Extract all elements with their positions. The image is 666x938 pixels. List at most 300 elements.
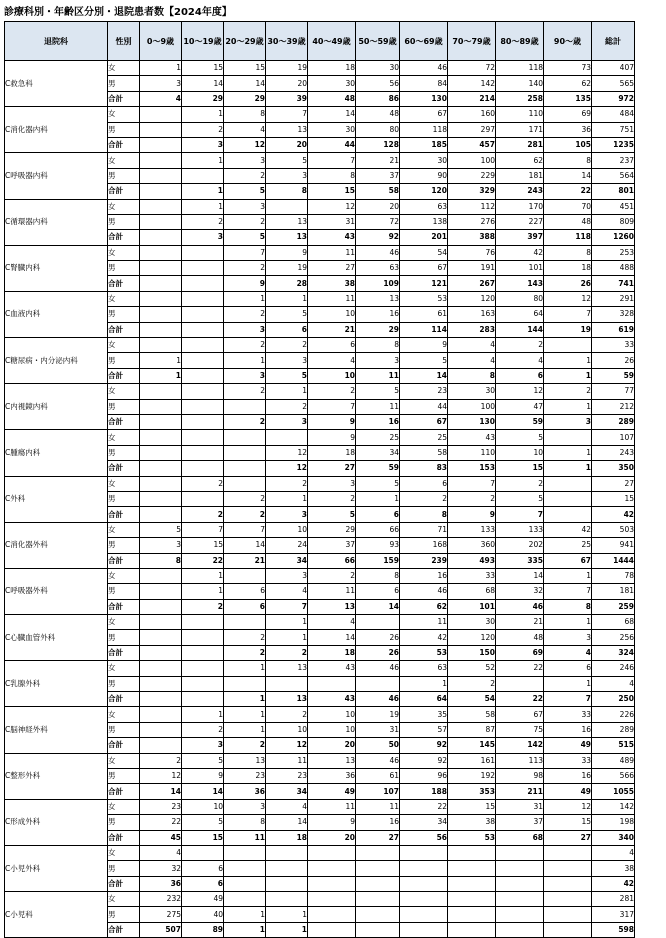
count-cell: 1 — [182, 568, 224, 583]
count-cell: 8 — [356, 568, 400, 583]
count-cell: 49 — [182, 892, 224, 907]
count-cell: 2 — [182, 122, 224, 137]
sex-cell: 男 — [108, 214, 140, 229]
sex-cell: 合計 — [108, 599, 140, 614]
total-cell: 565 — [592, 76, 635, 91]
count-cell: 49 — [544, 738, 592, 753]
total-cell: 317 — [592, 907, 635, 922]
count-cell: 7 — [544, 584, 592, 599]
count-cell — [356, 676, 400, 691]
count-cell: 27 — [544, 830, 592, 845]
count-cell — [544, 922, 592, 937]
count-cell: 22 — [496, 661, 544, 676]
count-cell — [140, 291, 182, 306]
count-cell: 20 — [356, 199, 400, 214]
sex-cell: 男 — [108, 399, 140, 414]
count-cell — [182, 399, 224, 414]
count-cell: 118 — [544, 230, 592, 245]
count-cell: 29 — [182, 91, 224, 106]
total-cell: 259 — [592, 599, 635, 614]
count-cell — [140, 738, 182, 753]
count-cell: 21 — [356, 153, 400, 168]
count-cell: 2 — [140, 753, 182, 768]
count-cell: 8 — [308, 168, 356, 183]
count-cell: 2 — [266, 707, 308, 722]
count-cell — [182, 430, 224, 445]
count-cell: 7 — [266, 107, 308, 122]
count-cell: 1 — [266, 630, 308, 645]
count-cell: 329 — [448, 184, 496, 199]
count-cell — [224, 461, 266, 476]
total-cell: 488 — [592, 261, 635, 276]
count-cell: 4 — [496, 353, 544, 368]
count-cell: 2 — [308, 491, 356, 506]
count-cell — [356, 615, 400, 630]
count-cell: 11 — [308, 245, 356, 260]
sex-cell: 合計 — [108, 184, 140, 199]
count-cell: 1 — [182, 153, 224, 168]
count-cell — [140, 430, 182, 445]
table-row — [5, 799, 635, 814]
count-cell: 42 — [496, 245, 544, 260]
count-cell — [496, 845, 544, 860]
count-cell: 30 — [308, 122, 356, 137]
count-cell — [356, 845, 400, 860]
count-cell — [182, 676, 224, 691]
count-cell: 8 — [400, 507, 448, 522]
total-cell: 340 — [592, 830, 635, 845]
count-cell: 7 — [308, 399, 356, 414]
count-cell: 6 — [400, 476, 448, 491]
count-cell: 8 — [448, 368, 496, 383]
count-cell: 3 — [266, 568, 308, 583]
count-cell: 6 — [308, 338, 356, 353]
count-cell: 6 — [266, 322, 308, 337]
count-cell: 12 — [224, 137, 266, 152]
sex-cell: 合計 — [108, 322, 140, 337]
count-cell: 22 — [544, 184, 592, 199]
count-cell: 28 — [266, 276, 308, 291]
count-cell: 25 — [400, 430, 448, 445]
count-cell — [544, 876, 592, 891]
count-cell — [400, 907, 448, 922]
total-cell: 250 — [592, 692, 635, 707]
count-cell: 14 — [140, 784, 182, 799]
count-cell: 138 — [400, 214, 448, 229]
total-cell: 38 — [592, 861, 635, 876]
total-cell: 741 — [592, 276, 635, 291]
count-cell: 61 — [400, 307, 448, 322]
sex-cell: 女 — [108, 753, 140, 768]
count-cell: 8 — [544, 153, 592, 168]
count-cell: 3 — [224, 322, 266, 337]
count-cell: 11 — [400, 615, 448, 630]
count-cell — [182, 445, 224, 460]
count-cell: 14 — [182, 76, 224, 91]
total-cell: 42 — [592, 507, 635, 522]
count-cell: 5 — [400, 353, 448, 368]
count-cell: 10 — [308, 307, 356, 322]
count-cell: 12 — [266, 738, 308, 753]
count-cell — [182, 692, 224, 707]
count-cell: 181 — [496, 168, 544, 183]
count-cell: 4 — [140, 91, 182, 106]
sex-cell: 男 — [108, 76, 140, 91]
count-cell: 67 — [400, 261, 448, 276]
count-cell: 1 — [544, 615, 592, 630]
count-cell — [496, 892, 544, 907]
count-cell: 46 — [400, 584, 448, 599]
total-cell: 564 — [592, 168, 635, 183]
count-cell: 5 — [182, 815, 224, 830]
sex-cell: 女 — [108, 107, 140, 122]
count-cell: 2 — [224, 630, 266, 645]
count-cell: 16 — [400, 568, 448, 583]
total-cell: 42 — [592, 876, 635, 891]
count-cell: 92 — [400, 753, 448, 768]
count-cell — [140, 692, 182, 707]
count-cell: 3 — [308, 476, 356, 491]
count-cell: 130 — [400, 91, 448, 106]
sex-cell: 男 — [108, 630, 140, 645]
count-cell — [400, 922, 448, 937]
sex-cell: 男 — [108, 538, 140, 553]
count-cell — [266, 876, 308, 891]
count-cell: 66 — [308, 553, 356, 568]
count-cell: 133 — [496, 522, 544, 537]
count-cell: 32 — [140, 861, 182, 876]
count-cell: 130 — [448, 414, 496, 429]
count-cell: 30 — [400, 153, 448, 168]
sex-cell: 女 — [108, 153, 140, 168]
count-cell: 1 — [224, 922, 266, 937]
count-cell: 44 — [308, 137, 356, 152]
count-cell: 5 — [496, 491, 544, 506]
table-row — [5, 615, 635, 630]
count-cell: 44 — [400, 399, 448, 414]
count-cell: 107 — [356, 784, 400, 799]
count-cell: 16 — [356, 307, 400, 322]
table-row — [5, 476, 635, 491]
count-cell: 53 — [448, 830, 496, 845]
total-cell: 142 — [592, 799, 635, 814]
sex-cell: 女 — [108, 291, 140, 306]
count-cell: 8 — [544, 599, 592, 614]
total-cell: 26 — [592, 353, 635, 368]
count-cell: 1 — [140, 61, 182, 76]
count-cell: 2 — [182, 507, 224, 522]
count-cell: 11 — [266, 753, 308, 768]
count-cell — [140, 307, 182, 322]
count-cell: 8 — [356, 338, 400, 353]
count-cell — [448, 907, 496, 922]
count-cell — [182, 615, 224, 630]
count-cell — [140, 399, 182, 414]
count-cell: 21 — [308, 322, 356, 337]
count-cell: 507 — [140, 922, 182, 937]
count-cell: 397 — [496, 230, 544, 245]
count-cell: 43 — [308, 230, 356, 245]
count-cell: 135 — [544, 91, 592, 106]
count-cell: 335 — [496, 553, 544, 568]
patient-stats-table — [4, 21, 635, 938]
count-cell: 5 — [266, 153, 308, 168]
sex-cell: 合計 — [108, 461, 140, 476]
count-cell: 32 — [496, 584, 544, 599]
total-cell: 281 — [592, 892, 635, 907]
total-cell: 253 — [592, 245, 635, 260]
count-cell: 2 — [224, 491, 266, 506]
count-cell: 3 — [544, 630, 592, 645]
count-cell: 388 — [448, 230, 496, 245]
count-cell: 13 — [224, 753, 266, 768]
count-cell: 23 — [400, 384, 448, 399]
dept-name-cell: C腫瘍内科 — [5, 430, 108, 476]
count-cell — [140, 276, 182, 291]
count-cell: 227 — [496, 214, 544, 229]
count-cell: 2 — [182, 722, 224, 737]
count-cell: 118 — [400, 122, 448, 137]
count-cell: 56 — [400, 830, 448, 845]
count-cell: 4 — [544, 645, 592, 660]
count-cell — [140, 676, 182, 691]
count-cell — [496, 676, 544, 691]
count-cell: 31 — [356, 722, 400, 737]
count-cell — [308, 892, 356, 907]
total-cell: 1235 — [592, 137, 635, 152]
count-cell — [182, 338, 224, 353]
count-cell: 11 — [356, 399, 400, 414]
count-cell — [140, 184, 182, 199]
count-cell — [140, 414, 182, 429]
count-cell: 33 — [544, 707, 592, 722]
count-cell: 59 — [496, 414, 544, 429]
count-cell: 192 — [448, 768, 496, 783]
count-cell: 170 — [496, 199, 544, 214]
count-cell: 5 — [266, 307, 308, 322]
count-cell: 113 — [496, 753, 544, 768]
count-cell — [182, 368, 224, 383]
count-cell: 38 — [308, 276, 356, 291]
count-cell: 13 — [266, 661, 308, 676]
count-cell: 10 — [266, 522, 308, 537]
count-cell: 1 — [266, 291, 308, 306]
dept-name-cell: C形成外科 — [5, 799, 108, 845]
count-cell: 276 — [448, 214, 496, 229]
count-cell: 42 — [544, 522, 592, 537]
sex-cell: 合計 — [108, 507, 140, 522]
count-cell: 57 — [400, 722, 448, 737]
count-cell: 90 — [400, 168, 448, 183]
sex-cell: 女 — [108, 707, 140, 722]
count-cell: 3 — [182, 137, 224, 152]
count-cell: 12 — [544, 799, 592, 814]
count-cell: 14 — [224, 538, 266, 553]
count-cell: 2 — [182, 599, 224, 614]
count-cell: 128 — [356, 137, 400, 152]
total-cell: 801 — [592, 184, 635, 199]
count-cell: 8 — [224, 107, 266, 122]
count-cell: 63 — [356, 261, 400, 276]
total-cell: 350 — [592, 461, 635, 476]
count-cell: 101 — [448, 599, 496, 614]
count-cell — [308, 876, 356, 891]
count-cell: 62 — [544, 76, 592, 91]
count-cell: 38 — [448, 815, 496, 830]
count-cell: 5 — [224, 184, 266, 199]
dept-name-cell: C消化器外科 — [5, 522, 108, 568]
count-cell: 34 — [356, 445, 400, 460]
count-cell: 76 — [448, 245, 496, 260]
total-cell: 212 — [592, 399, 635, 414]
count-cell: 14 — [224, 76, 266, 91]
dept-name-cell: C脳神経外科 — [5, 707, 108, 753]
count-cell — [182, 845, 224, 860]
count-cell — [182, 276, 224, 291]
total-cell: 751 — [592, 122, 635, 137]
total-cell: 226 — [592, 707, 635, 722]
count-cell: 56 — [356, 76, 400, 91]
count-cell: 54 — [400, 245, 448, 260]
count-cell: 1 — [544, 461, 592, 476]
dept-name-cell: C循環器内科 — [5, 199, 108, 245]
count-cell: 27 — [308, 261, 356, 276]
count-cell — [356, 861, 400, 876]
count-cell — [140, 261, 182, 276]
count-cell: 19 — [544, 322, 592, 337]
count-cell — [140, 707, 182, 722]
count-cell: 13 — [356, 291, 400, 306]
count-cell: 18 — [308, 61, 356, 76]
count-cell: 46 — [356, 753, 400, 768]
count-cell: 15 — [448, 799, 496, 814]
total-cell: 515 — [592, 738, 635, 753]
count-cell: 101 — [496, 261, 544, 276]
count-cell: 14 — [182, 784, 224, 799]
table-row — [5, 430, 635, 445]
count-cell: 35 — [400, 707, 448, 722]
count-cell: 72 — [356, 214, 400, 229]
count-cell: 31 — [496, 799, 544, 814]
count-cell — [308, 845, 356, 860]
sex-cell: 合計 — [108, 784, 140, 799]
total-cell: 1260 — [592, 230, 635, 245]
count-cell — [544, 338, 592, 353]
count-cell: 1 — [266, 615, 308, 630]
count-cell: 6 — [356, 507, 400, 522]
count-cell: 12 — [308, 199, 356, 214]
count-cell: 92 — [356, 230, 400, 245]
sex-cell: 女 — [108, 568, 140, 583]
count-cell: 1 — [140, 353, 182, 368]
count-cell — [356, 876, 400, 891]
count-cell: 1 — [544, 399, 592, 414]
count-cell — [224, 430, 266, 445]
count-cell — [356, 907, 400, 922]
count-cell — [182, 291, 224, 306]
count-cell: 67 — [400, 107, 448, 122]
count-cell: 13 — [266, 692, 308, 707]
count-cell: 360 — [448, 538, 496, 553]
count-cell: 48 — [308, 91, 356, 106]
dept-name-cell: C救急科 — [5, 61, 108, 107]
count-cell — [224, 476, 266, 491]
count-cell — [140, 661, 182, 676]
count-cell: 84 — [400, 76, 448, 91]
count-cell: 6 — [224, 584, 266, 599]
total-cell: 243 — [592, 445, 635, 460]
sex-cell: 合計 — [108, 91, 140, 106]
count-cell: 16 — [356, 815, 400, 830]
count-cell: 59 — [356, 461, 400, 476]
count-cell: 16 — [544, 768, 592, 783]
count-cell: 171 — [496, 122, 544, 137]
count-cell: 24 — [266, 538, 308, 553]
count-cell: 150 — [448, 645, 496, 660]
count-cell — [400, 861, 448, 876]
count-cell — [140, 137, 182, 152]
count-cell: 2 — [544, 384, 592, 399]
count-cell: 211 — [496, 784, 544, 799]
count-cell: 10 — [308, 707, 356, 722]
total-cell: 972 — [592, 91, 635, 106]
dept-name-cell: C内視鏡内科 — [5, 384, 108, 430]
count-cell: 2 — [182, 214, 224, 229]
dept-name-cell: C血液内科 — [5, 291, 108, 337]
dept-name-cell: C小児外科 — [5, 845, 108, 891]
count-cell — [140, 199, 182, 214]
count-cell: 34 — [400, 815, 448, 830]
total-cell: 289 — [592, 722, 635, 737]
count-cell — [544, 507, 592, 522]
count-cell: 19 — [266, 261, 308, 276]
count-cell — [544, 491, 592, 506]
count-cell: 1 — [266, 922, 308, 937]
count-cell: 201 — [400, 230, 448, 245]
count-cell: 5 — [182, 753, 224, 768]
count-cell: 1 — [224, 707, 266, 722]
count-cell — [448, 922, 496, 937]
count-cell: 2 — [266, 645, 308, 660]
count-cell: 9 — [182, 768, 224, 783]
count-cell: 9 — [308, 430, 356, 445]
count-cell: 1 — [544, 353, 592, 368]
count-cell: 1 — [266, 491, 308, 506]
count-cell: 54 — [448, 692, 496, 707]
dept-name-cell: C整形外科 — [5, 753, 108, 799]
count-cell: 31 — [308, 214, 356, 229]
count-cell: 7 — [544, 307, 592, 322]
dept-name-cell: C消化器内科 — [5, 107, 108, 153]
count-cell — [356, 922, 400, 937]
count-cell: 3 — [224, 368, 266, 383]
count-cell — [182, 384, 224, 399]
count-cell: 133 — [448, 522, 496, 537]
count-cell: 2 — [224, 738, 266, 753]
count-cell: 58 — [448, 707, 496, 722]
count-cell: 10 — [182, 799, 224, 814]
count-cell — [356, 892, 400, 907]
total-cell: 598 — [592, 922, 635, 937]
total-cell: 77 — [592, 384, 635, 399]
sex-cell: 合計 — [108, 137, 140, 152]
table-row — [5, 707, 635, 722]
count-cell — [182, 261, 224, 276]
count-cell: 267 — [448, 276, 496, 291]
count-cell: 15 — [182, 61, 224, 76]
count-cell: 8 — [140, 553, 182, 568]
count-cell — [140, 153, 182, 168]
